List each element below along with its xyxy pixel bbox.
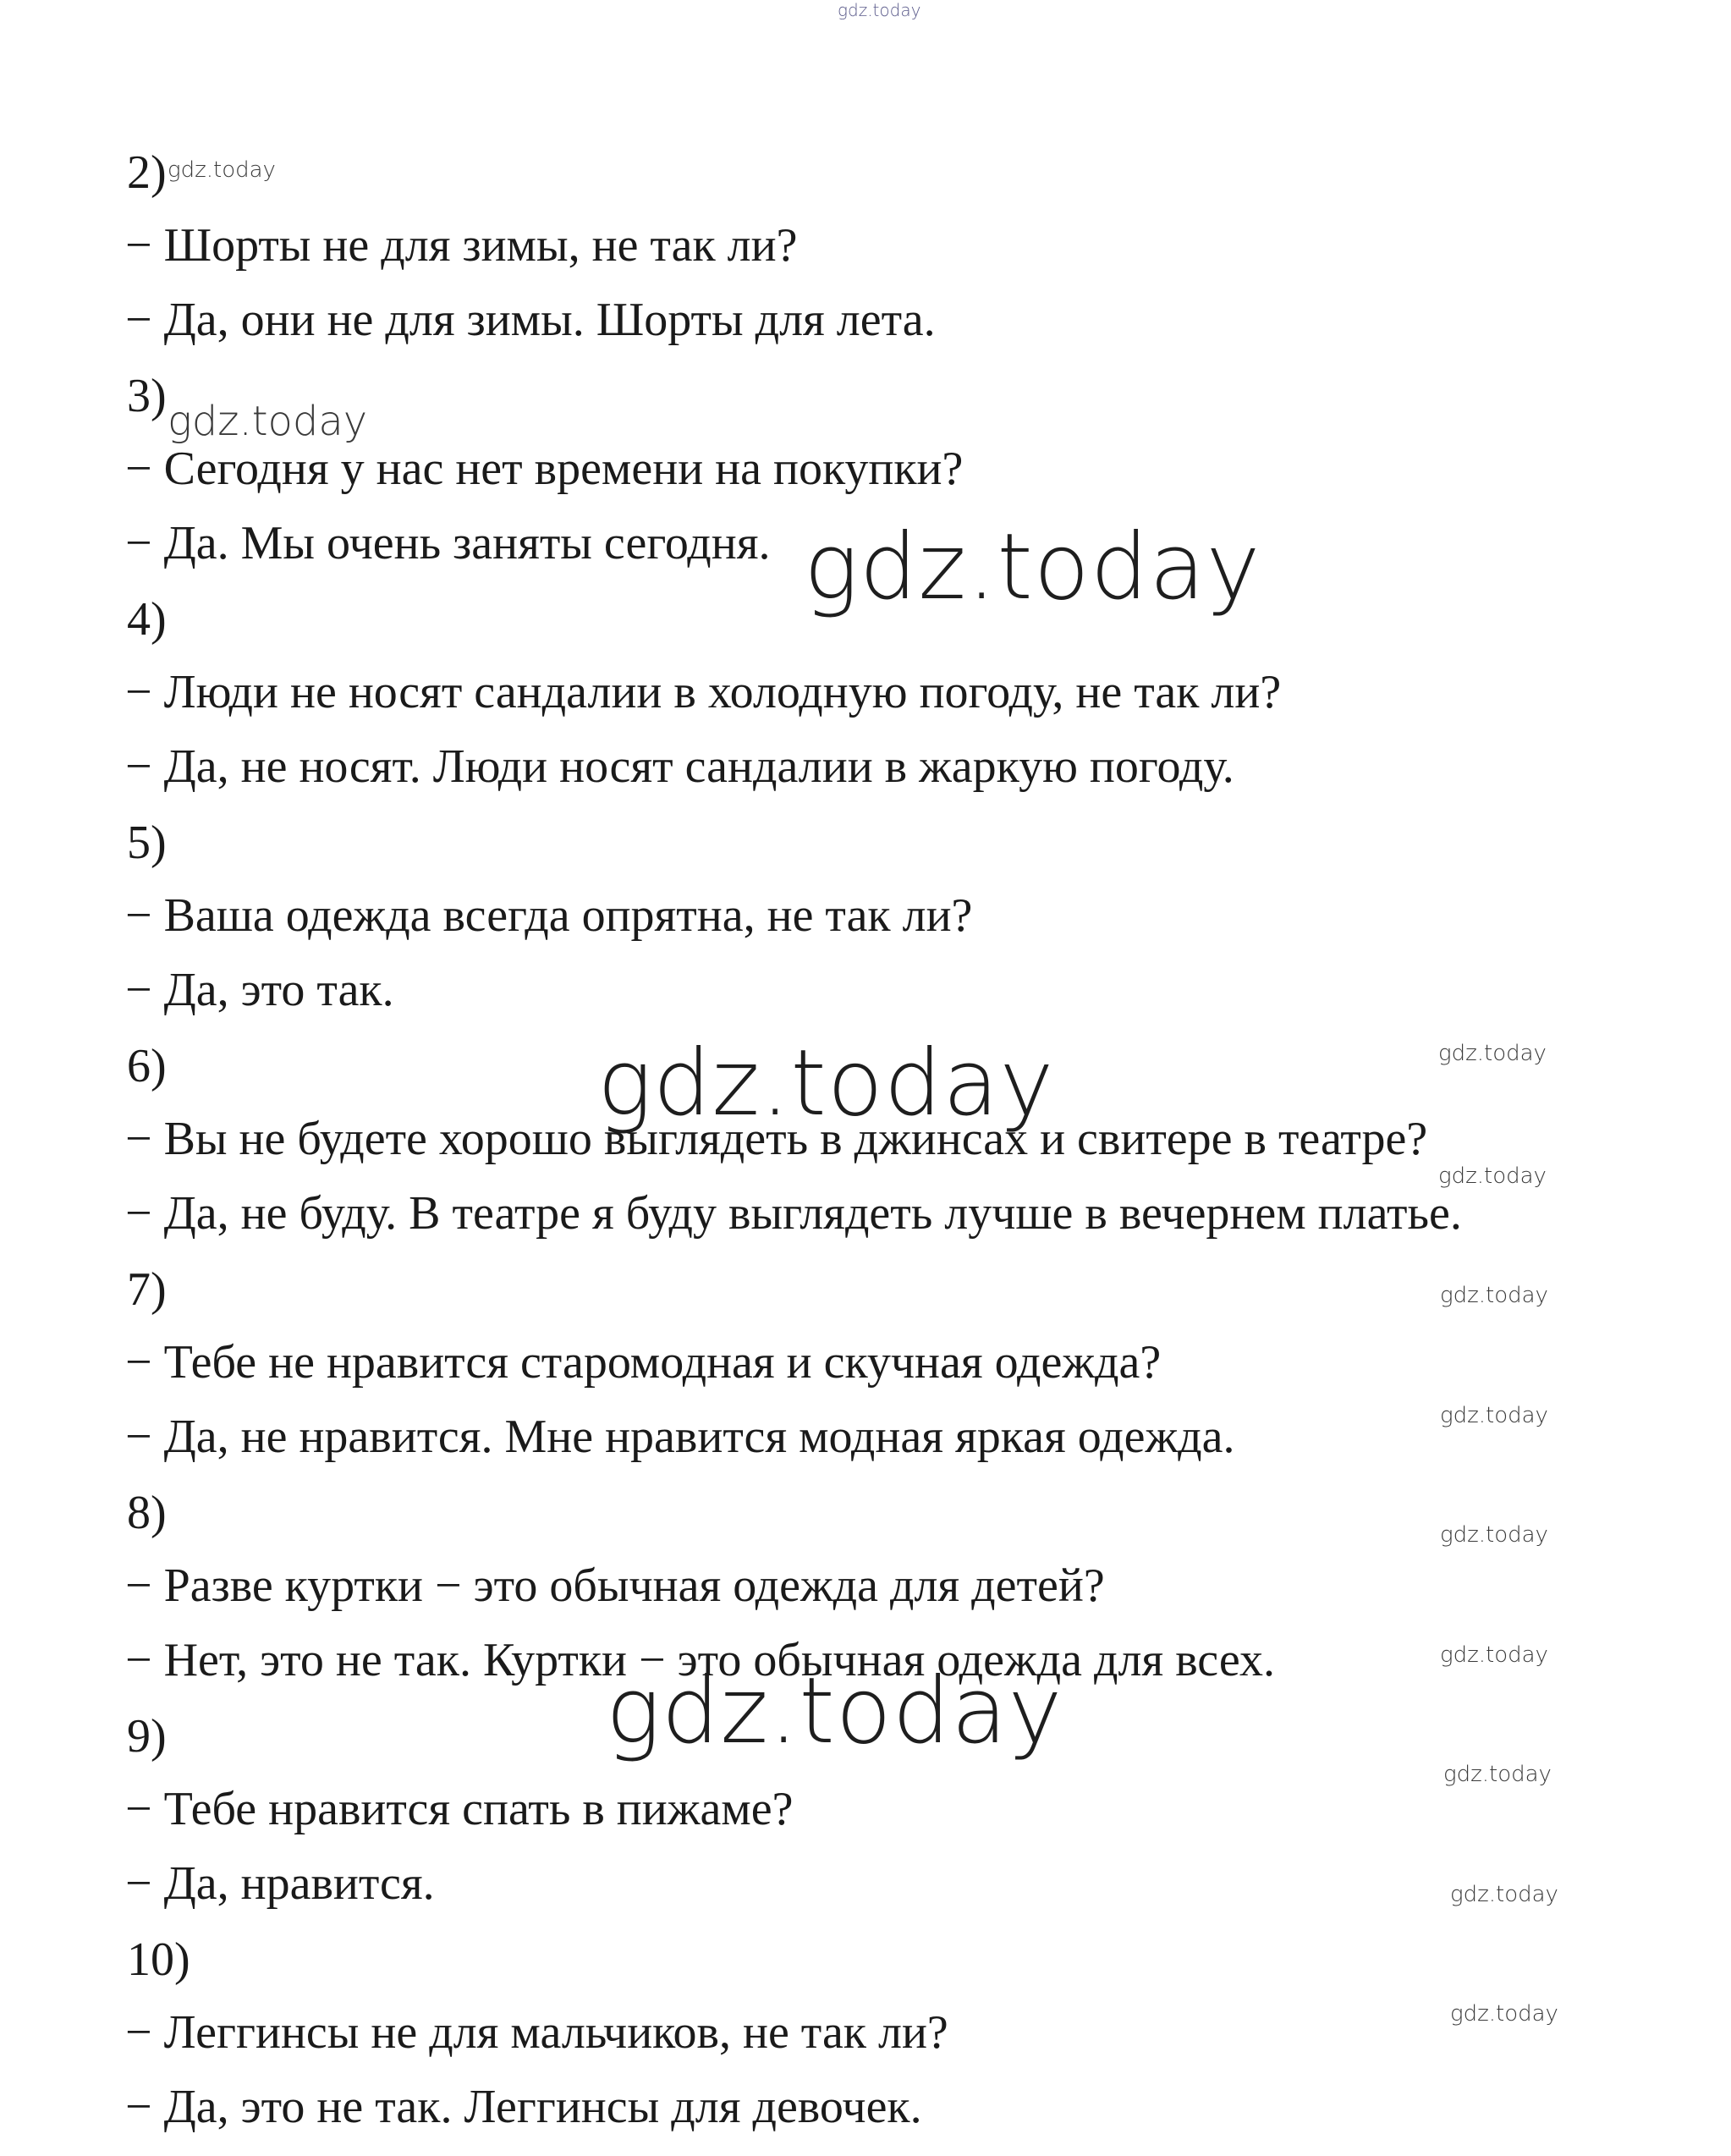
item-number: 9) (127, 1710, 167, 1763)
item-number: 6) (127, 1040, 167, 1092)
question-line: − Тебе нравится спать в пижаме? (125, 1783, 794, 1835)
watermark-right-7: gdz.today (1443, 1762, 1552, 1787)
watermark-right-3: gdz.today (1440, 1283, 1548, 1308)
answer-line: − Да, нравится. (125, 1857, 435, 1910)
answer-line: − Да, не буду. В театре я буду выглядеть лучше в вечернем платье. (125, 1187, 1462, 1240)
answer-line: − Да, не нравится. Мне нравится модная яркая одежда. (125, 1411, 1235, 1463)
watermark-right-5: gdz.today (1440, 1522, 1548, 1548)
answer-line: − Да, это не так. Леггинсы для девочек. (125, 2081, 922, 2133)
answer-line: − Да, это так. (125, 964, 394, 1016)
item-number: 3) (127, 370, 167, 422)
item-number: 10) (127, 1933, 190, 1986)
item-number: 7) (127, 1263, 167, 1316)
watermark-right-1: gdz.today (1438, 1041, 1547, 1066)
question-line: − Тебе не нравится старомодная и скучная одежда? (125, 1336, 1162, 1389)
watermark-item-2: gdz.today (168, 157, 276, 183)
watermark-right-2: gdz.today (1438, 1163, 1547, 1189)
watermark-large-2: gdz.today (597, 1031, 1055, 1136)
answer-line: − Да. Мы очень заняты сегодня. (125, 517, 771, 569)
question-line: − Ваша одежда всегда опрятна, не так ли? (125, 889, 973, 942)
item-number: 2) (127, 146, 167, 199)
answer-line: − Да, не носят. Люди носят сандалии в жаркую погоду. (125, 740, 1234, 793)
watermark-large-1: gdz.today (804, 514, 1261, 620)
question-line: − Вы не будете хорошо выглядеть в джинсах и свитере в театре? (125, 1113, 1428, 1165)
item-number: 8) (127, 1487, 167, 1539)
watermark-right-4: gdz.today (1440, 1403, 1548, 1428)
question-line: − Леггинсы не для мальчиков, не так ли? (125, 2006, 948, 2059)
question-line: − Шорты не для зимы, не так ли? (125, 219, 798, 272)
item-number: 4) (127, 593, 167, 646)
watermark-right-9: gdz.today (1450, 2001, 1558, 2027)
question-line: − Сегодня у нас нет времени на покупки? (125, 443, 964, 495)
item-number: 5) (127, 817, 167, 869)
question-line: − Люди не носят сандалии в холодную погоду, не так ли? (125, 666, 1282, 718)
watermark-right-6: gdz.today (1440, 1642, 1548, 1668)
watermark-large-3: gdz.today (606, 1658, 1063, 1764)
watermark-item-3: gdz.today (168, 398, 368, 445)
watermark-right-8: gdz.today (1450, 1882, 1558, 1907)
watermark-top: gdz.today (838, 0, 921, 20)
answer-line: − Да, они не для зимы. Шорты для лета. (125, 294, 936, 346)
answer-line: − Нет, это не так. Куртки − это обычная одежда для всех. (125, 1634, 1275, 1686)
question-line: − Разве куртки − это обычная одежда для детей? (125, 1559, 1105, 1612)
